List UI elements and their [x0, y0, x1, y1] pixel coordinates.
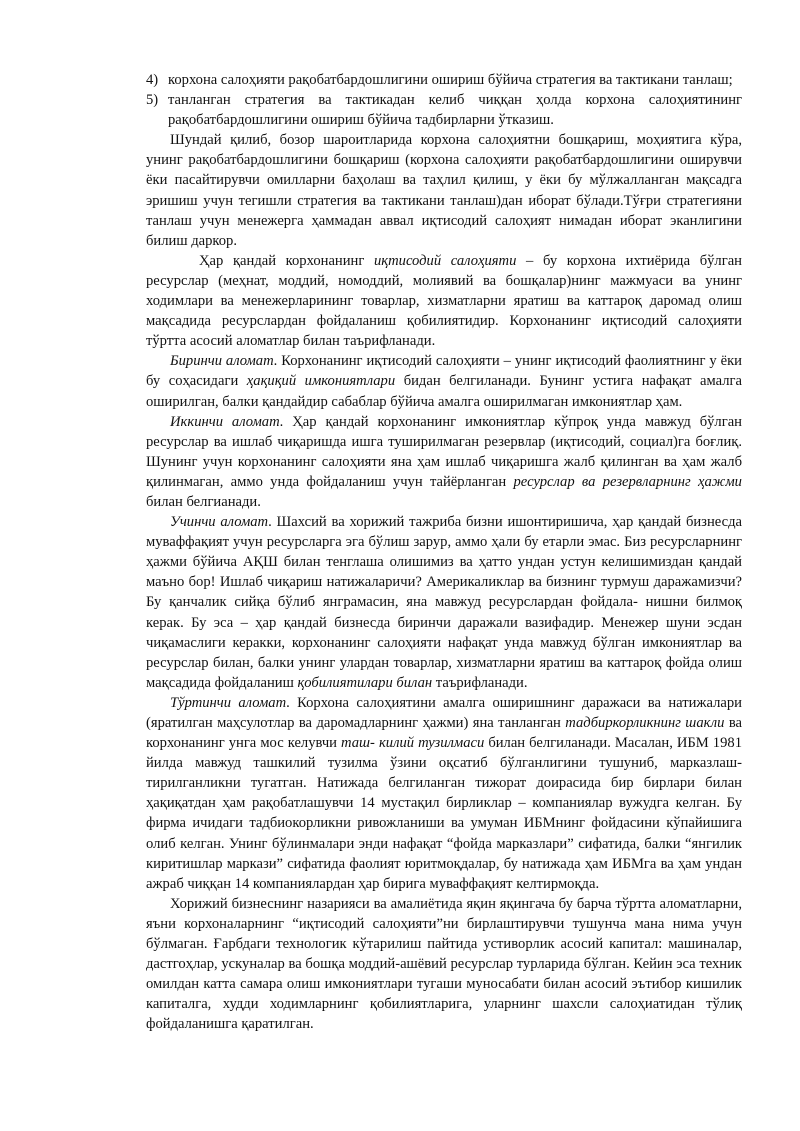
- emphasis-heading: Тўртинчи аломат: [170, 694, 287, 711]
- emphasis-heading: Иккинчи аломат: [170, 413, 280, 430]
- paragraph-third-sign: Учинчи аломат. Шахсий ва хорижий тажриба бизни ишонтиришича, ҳар қандай бизнесда муваффақият учун ресурсларга эга бўлиш зарур, аммо ҳали бу етарли эмас. Биз ресурсларнинг ҳажми бўйича АҚШ билан тенглаша олишимиз ва ҳатто ундан устун келишимиздан қандай маъно бор! Ишлаб чиқариш натижаларичи? Америкаликлар ва бизнинг турмуш даражамизчи? Бу қанчалик сийқа бўлиб янграмасин, яна мавжуд ресурслардан фойдала- нишни билмоқ керак. Бу эса – ҳар қандай бизнесда биринчи даражали вазифадир. Менежер шуни эсдан чиқамаслиги керакки, корхонанинг салоҳияти нафақат унда мавжуд бўлган имкониятлар ва ресурслар билан, балки унинг улардан товарлар, хизматларни яратиш ва каттароқ фойда олиш мақсадида фойдаланиш қобилиятилари билан таърифланади.: [146, 514, 742, 691]
- list-number: 5): [146, 92, 159, 109]
- emphasis-term: тадбиркорликнинг шакли: [565, 715, 725, 731]
- paragraph-first-sign: Биринчи аломат. Корхонанинг иқтисодий салоҳияти – унинг иқтисодий фаолиятнинг у ёки бу соҳасидаги ҳақиқий имкониятлари бидан белгиланади. Бунинг устига нафақат амалга оширилган, балки қандайдир сабаблар бўйича амалга оширилмаган имкониятлар ҳам.: [146, 353, 743, 410]
- paragraph-foreign-business: Хорижий бизнеснинг назарияси ва амалиётида яқин яқингача бу барча тўртта аломатларни, яъни корхоналарнинг “иқтисодий салоҳияти”ни бирлаштирувчи тушунча мана нима учун бўлмаган. Ғарбдаги технологик кўтарилиш пайтида устиворлик асосий капитал: машиналар, дастгоҳлар, ускуналар ва бошқа моддий-ашёвий ресурслар турларида бўлган. Кейин эса техник омилдан катта самара олиш имкониятлари тугаши муносабати билан асосий эътибор кишилик капиталга, худди ходимларнинг қобилиятларига, уларнинг шахсли салоҳиатидан тўлиқ фойдаланишга қаратилган.: [146, 895, 742, 1033]
- paragraph-summary: Шундай қилиб, бозор шароитларида корхона салоҳиятни бошқариш, моҳиятига кўра, унинг рақобатбардошлигини бошқариш (корхона салоҳияти рақобатбардошлигини оширувчи ёки пасайтирувчи омилларни баҳолаш ва таҳлил қилиш, у ёки бу мўлжалланган мақсадга эришиш учун тегишли стратегия ва тактикани танлаш)дан иборат бўлади.Тўғри стратегияни танлаш учун менежерга ҳаммадан аввал иқтисодий салоҳият нимадан иборат эканлигини билиш даркор.: [146, 132, 742, 249]
- emphasis-heading: Биринчи аломат: [170, 353, 274, 370]
- paragraph-fourth-sign: Тўртинчи аломат. Корхона салоҳиятини амалга оширишнинг даражаси ва натижалари (яратилган маҳсулотлар ва даромадларнинг ҳажми) яна танланган тадбиркорликнинг шакли ва корхонанинг унга мос келувчи таш- килий тузилмаси билан белгиланади. Масалан, ИБМ 1981 йилда мавжуд ташкилий тузилма ўзини оқсатиб бўлганлигини тушуниб, марказлаш- тирилганликни тугатган. Натижада белгиланган тижорат доирасида бир бирлари билан ҳақиқатдан ҳам рақобатлашувчи 14 мустақил бирликлар – компаниялар вужудга келган. Бу фирма ичидаги тадбиокорликни ривожланиши ва умуман ИБМнинг фойдасини кўпайишига олиб келган. Унинг бўлинмалари энди нафақат “фойда марказлари” сифатида, балки “янгилик киритишлар маркази” сифатида фаолият юритмоқдалар, бу натижада ҳам ИБМга ва ҳам ундан ажраб чиққан 14 компаниялардан ҳар бирига муваффақият келтирмоқда.: [146, 694, 742, 892]
- paragraph-definition: Ҳар қандай корхонанинг иқтисодий салоҳияти – бу корхона ихтиёрида бўлган ресурслар (меҳнат, моддий, номоддий, молиявий ва бошқалар)нинг мажмуаси ва унинг ходимлари ва менежерларининг товарлар, хизматларни яратиш ва каттароқ даромад олиш мақсадида ресурслардан фойдаланиш қобилиятидир. Корхонанинг иқтисодий салоҳияти тўртта асосий аломатлар билан таърифланади.: [146, 252, 742, 350]
- emphasis-term: таш- килий тузилмаси: [341, 735, 485, 752]
- list-text: корхона салоҳияти рақобатбардошлигини ошириш бўйича стратегия ва тактикани танлаш;: [168, 72, 733, 88]
- emphasis-heading: Учинчи аломат: [170, 514, 269, 531]
- list-item: [146, 90, 742, 130]
- emphasis-term: ресурслар ва резервларнинг ҳажми: [513, 473, 742, 490]
- emphasis-term: қобилиятилари билан: [297, 674, 433, 691]
- list-number: 4): [146, 72, 159, 88]
- emphasis-term: ҳақиқий имкониятлари: [246, 373, 396, 390]
- emphasis-term: иқтисодий салоҳияти: [373, 252, 517, 269]
- list-text: танланган стратегия ва тактикадан келиб чиққан ҳолда корхона салоҳиятининг рақобатбардошлигини ошириш бўйича тадбирларни ўтказиш.: [168, 92, 742, 129]
- document-page: [146, 70, 742, 1035]
- list-item: [146, 70, 742, 90]
- paragraph-second-sign: Иккинчи аломат. Ҳар қандай корхонанинг имкониятлар кўпроқ унда мавжуд бўлган ресурслар ва ишлаб чиқаришда ишга туширилмаган резервлар (иқтисодий, социал)га боғлиқ. Шунинг учун корхонанинг салоҳияти яна ҳам ишлаб чиқаришга жалб қилинган ва ҳам жалб қилинмаган, аммо унда фойдаланиш учун тайёрланган ресурслар ва резервларнинг ҳажми билан белгианади.: [146, 413, 742, 510]
